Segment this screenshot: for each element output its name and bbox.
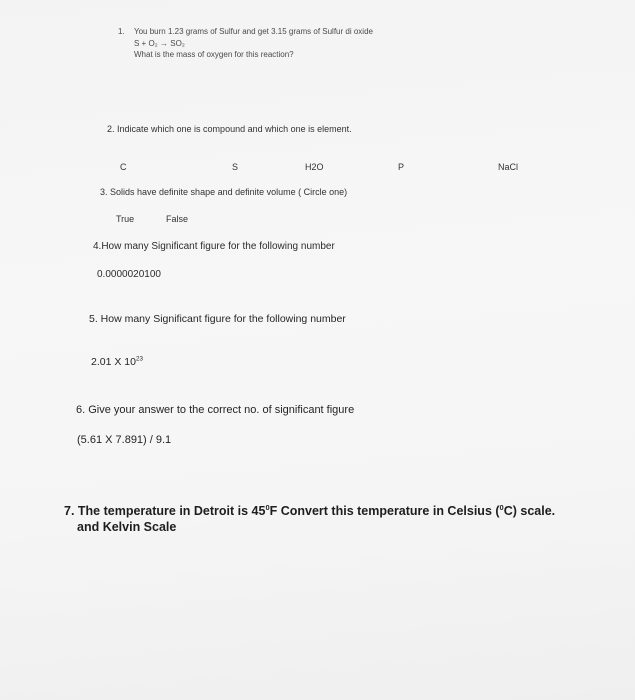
q5-base: 2.01 X 10 bbox=[91, 356, 136, 368]
q7-line2: and Kelvin Scale bbox=[77, 520, 177, 534]
q5-number bbox=[91, 356, 143, 368]
q2-item-p: P bbox=[398, 162, 405, 172]
q6-expression: (5.61 X 7.891) / 9.1 bbox=[77, 434, 172, 446]
q1-equation: S + O₂ → SO₂ bbox=[134, 39, 185, 48]
q7-line1 bbox=[64, 504, 555, 518]
q7-degree-c: 0 bbox=[499, 502, 504, 512]
q2-item-s: S bbox=[232, 162, 239, 172]
q3-option-false: False bbox=[166, 214, 189, 224]
q4-number: 0.0000020100 bbox=[97, 269, 161, 280]
q2-item-nacl: NaCl bbox=[498, 162, 519, 172]
q5-text: 5. How many Significant figure for the following number bbox=[89, 313, 346, 325]
q2-item-c: C bbox=[120, 162, 127, 172]
q6-text: 6. Give your answer to the correct no. of significant figure bbox=[76, 404, 355, 416]
q1-text: You burn 1.23 grams of Sulfur and get 3.15 grams of Sulfur di oxide bbox=[134, 27, 373, 36]
q1-question: What is the mass of oxygen for this reaction? bbox=[134, 50, 294, 59]
q4-text: 4.How many Significant figure for the following number bbox=[93, 241, 335, 252]
q7-degree-f: 0 bbox=[265, 502, 270, 512]
q3-option-true: True bbox=[116, 214, 135, 224]
q7-text-a: 7. The temperature in Detroit is 45 bbox=[64, 504, 266, 518]
q3-text: 3. Solids have definite shape and definite volume ( Circle one) bbox=[100, 187, 348, 197]
q1-number: 1. bbox=[118, 27, 125, 36]
q2-item-h2o: H2O bbox=[305, 162, 324, 172]
q2-text: 2. Indicate which one is compound and which one is element. bbox=[107, 124, 352, 134]
q7-text-c: C) scale. bbox=[503, 504, 556, 518]
q5-exponent: 23 bbox=[135, 355, 143, 363]
q7-text-b: F Convert this temperature in Celsius ( bbox=[269, 504, 500, 518]
